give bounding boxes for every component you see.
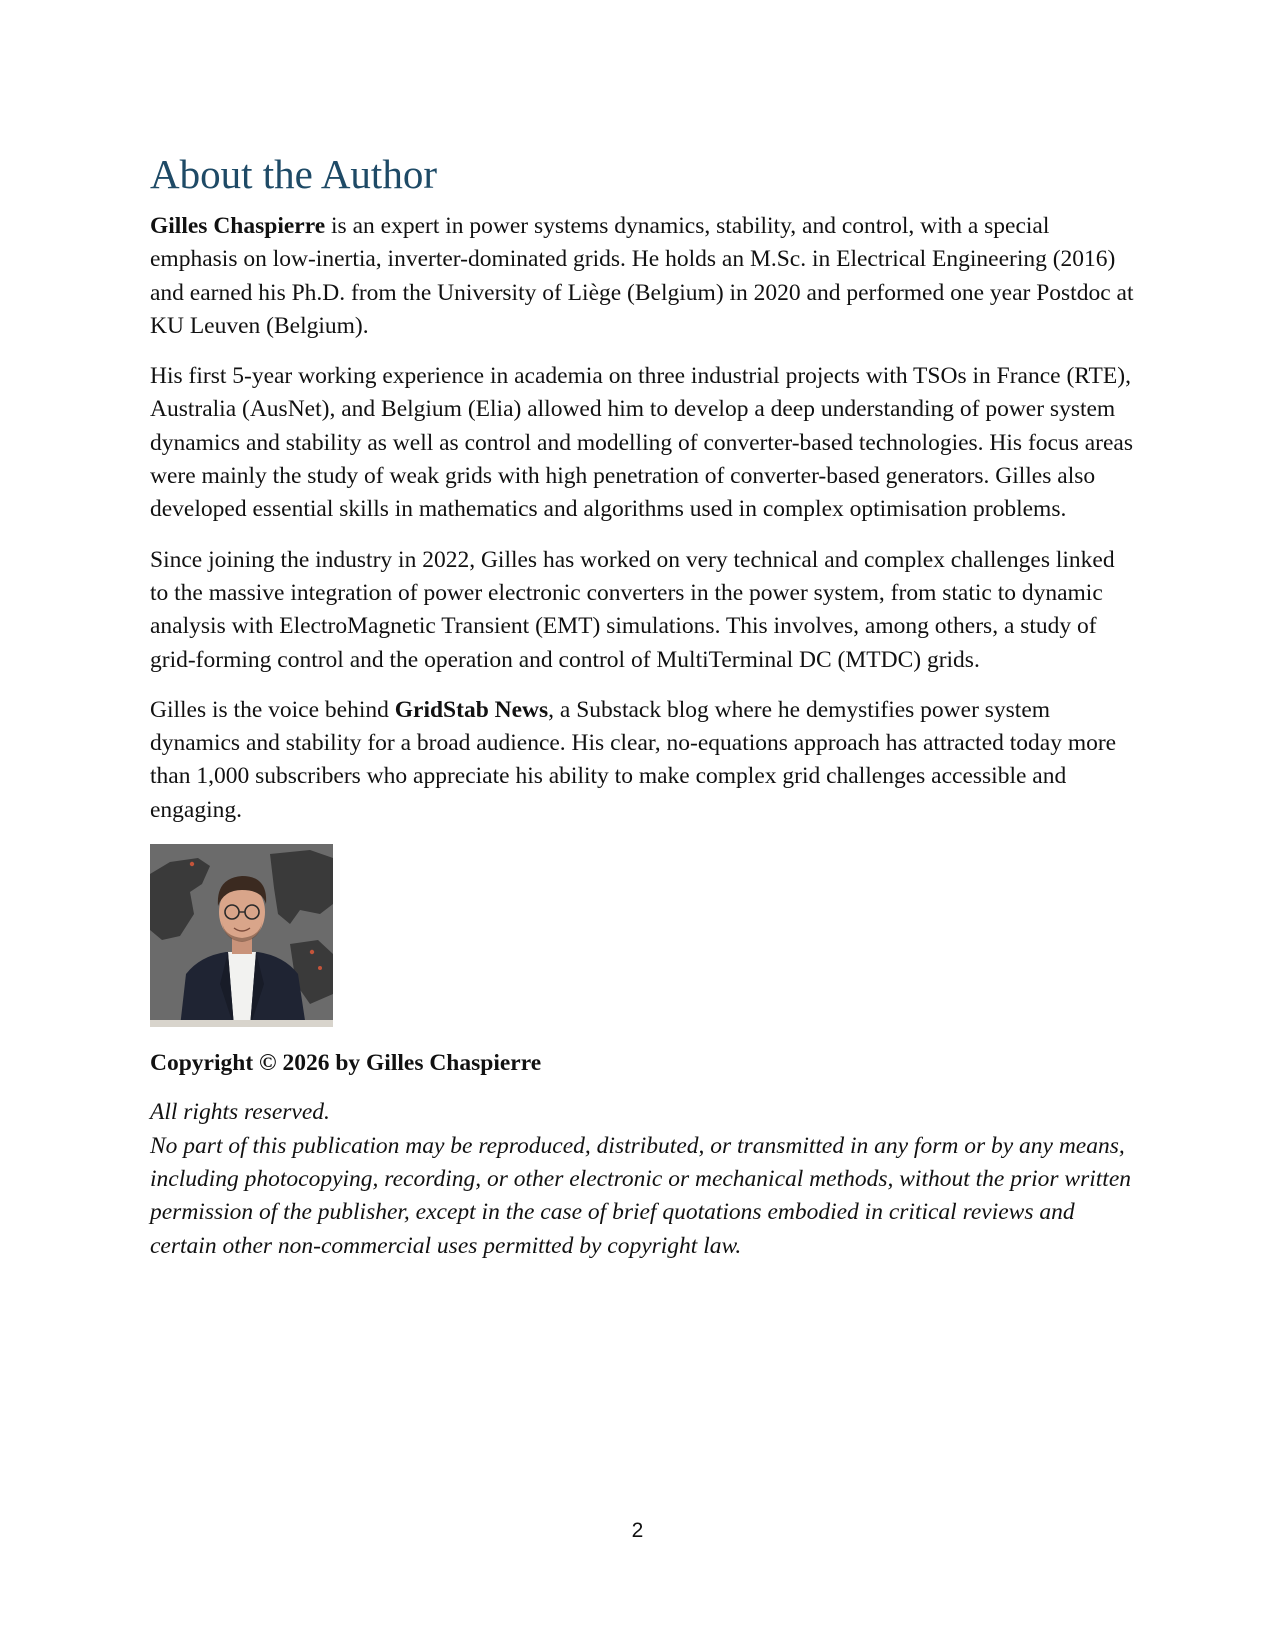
page-number: 2 — [631, 1519, 644, 1542]
bio-paragraph-4 — [150, 694, 1135, 827]
rights-statement — [150, 1096, 1135, 1262]
page-content — [150, 148, 1135, 1263]
copyright-line: Copyright © 2026 by Gilles Chaspierre — [150, 1050, 542, 1077]
map-marker — [318, 966, 322, 970]
blog-name: GridStab News — [394, 696, 549, 723]
bio-paragraph-1-text: is an expert in power systems dynamics, stability, and control, with a special emphasis on low-inertia, inverter-dominated grids. He holds an M.Sc. in Electrical Engineering (2016) and earned his Ph.D. from the University of Liège (Belgium) in 2020 and performed one year Postdoc at KU Leuven (Belgium). — [150, 213, 1134, 339]
bio-paragraph-2: His first 5-year working experience in academia on three industrial projects with TSOs in France (RTE), Australia (AusNet), and Belgium (Elia) allowed him to develop a deep understanding of power system dynamics and stability as well as control and modelling of converter-based technologies. His focus areas were mainly the study of weak grids with high penetration of converter-based generators. Gilles also developed essential skills in mathematics and algorithms used in complex optimisation problems. — [150, 363, 1133, 523]
author-name: Gilles Chaspierre — [150, 213, 326, 239]
bio-paragraph-4-after: , a Substack blog where he demystifies power system dynamics and stability for a broad audience. His clear, no-equations approach has attracted today more than 1,000 subscribers who appreciate his ability to make complex grid challenges accessible and engaging. — [150, 696, 1117, 823]
author-photo — [150, 844, 333, 1027]
table-edge — [150, 1020, 333, 1027]
rights-line-1: All rights reserved. — [150, 1099, 330, 1126]
bio-paragraph-3: Since joining the industry in 2022, Gilles has worked on very technical and complex challenges linked to the massive integration of power electronic converters in the power system, from static to dynamic analysis with ElectroMagnetic Transient (EMT) simulations. This involves, among others, a study of grid-forming control and the operation and control of MultiTerminal DC (MTDC) grids. — [150, 546, 1115, 673]
page-title: About the Author — [150, 151, 437, 197]
bio-paragraph-1 — [150, 210, 1135, 343]
map-marker — [190, 862, 194, 866]
rights-line-2: No part of this publication may be reproduced, distributed, or transmitted in any form or by any means, including photocopying, recording, or other electronic or mechanical methods, without the prior written permission of the publisher, except in the case of brief quotations embodied in critical reviews and certain other non-commercial uses permitted by copyright law. — [150, 1132, 1131, 1259]
bio-paragraph-4-before: Gilles is the voice behind — [150, 696, 395, 723]
map-marker — [310, 950, 314, 954]
